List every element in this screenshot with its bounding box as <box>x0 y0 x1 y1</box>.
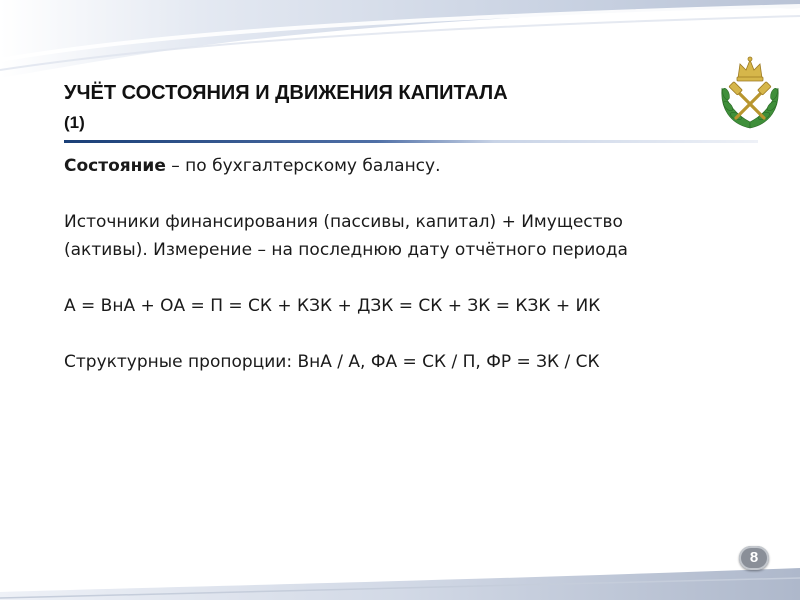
bottom-decoration <box>0 540 800 600</box>
title-line-main: УЧЁТ СОСТОЯНИЯ И ДВИЖЕНИЯ КАПИТАЛА <box>64 82 508 104</box>
spacer <box>64 180 794 208</box>
top-decoration <box>0 0 800 80</box>
state-term: Состояние <box>64 156 166 176</box>
page-number-badge: 8 <box>739 546 769 570</box>
spacer <box>64 320 794 348</box>
slide-title <box>64 78 624 138</box>
sources-line-1: Источники финансирования (пассивы, капитал) + Имущество <box>64 212 623 232</box>
state-paragraph <box>64 152 794 180</box>
state-definition: – по бухгалтерскому балансу. <box>165 156 441 176</box>
emblem-icon <box>716 54 784 134</box>
spacer <box>64 264 794 292</box>
slide-body <box>64 152 794 376</box>
title-line-number: (1) <box>64 113 85 132</box>
balance-equation: А = ВнА + ОА = П = СК + КЗК + ДЗК = СК + ЗК = КЗК + ИК <box>64 296 601 316</box>
structural-proportions: Структурные пропорции: ВнА / А, ФА = СК / П, ФР = ЗК / СК <box>64 352 600 372</box>
title-divider <box>64 140 758 143</box>
sources-line-2: (активы). Измерение – на последнюю дату отчётного периода <box>64 240 628 260</box>
